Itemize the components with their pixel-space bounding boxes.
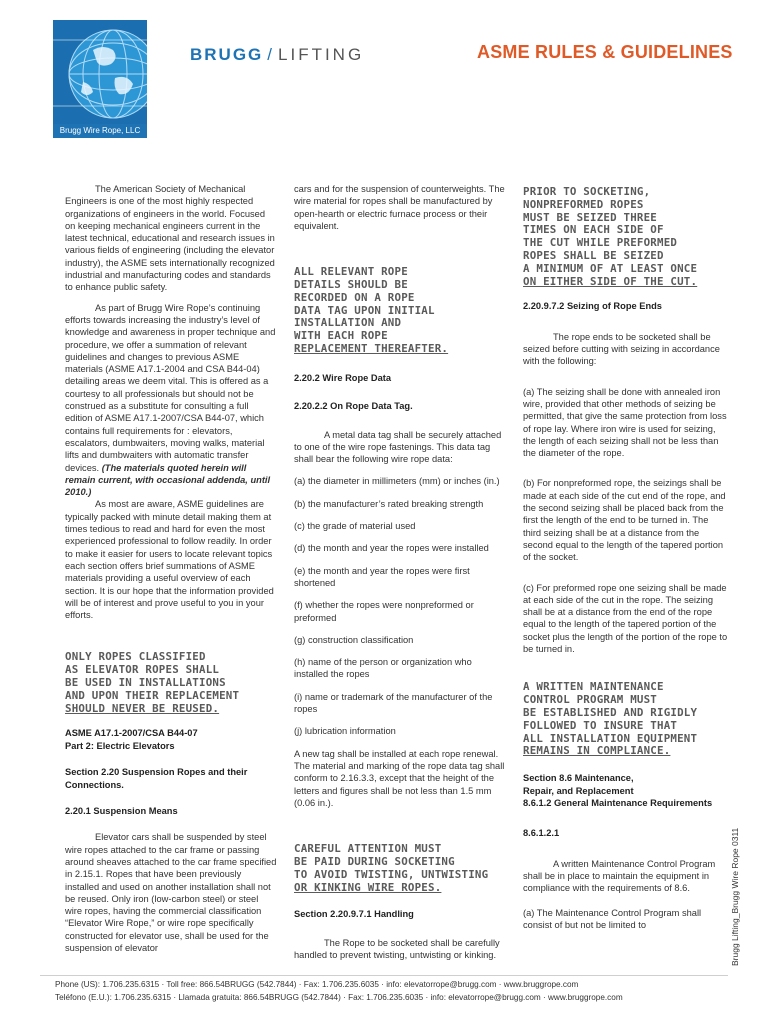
callout-line: TO AVOID TWISTING, UNTWISTING: [294, 867, 489, 881]
callout-line: A MINIMUM OF AT LEAST ONCE: [523, 261, 698, 275]
footer-divider: [40, 975, 728, 976]
callout-line: A WRITTEN MAINTENANCE: [523, 680, 664, 694]
callout-line: ONLY ROPES CLASSIFIED: [65, 650, 206, 664]
callout-rope-data-tag: [294, 266, 506, 356]
callout-line: INSTALLATION AND: [294, 316, 402, 330]
callout-line: CONTROL PROGRAM MUST: [523, 693, 658, 707]
brand-right: LIFTING: [278, 45, 365, 64]
logo-caption: Brugg Wire Rope, LLC: [53, 124, 147, 138]
section-heading-8-6: [523, 772, 728, 809]
seizing-item-c: (c) For preformed rope one seizing shall be made at each side of the cut in the rope. The seizing shall be at a distance from the end of the rope equal to the length of the tapered portion of the socket plus the length of the portion of the rope to be turned in.: [523, 582, 728, 655]
callout-line: SHOULD NEVER BE REUSED.: [65, 701, 220, 715]
new-tag-paragraph: A new tag shall be installed at each rope renewal. The material and marking of the rope data tag shall conform to 2.16.3.3, except that the height of the letters and figures shall be not less than 1.5 mm (0.06 in.).: [294, 748, 505, 808]
globe-icon: [53, 20, 147, 124]
data-tag-paragraph: A metal data tag shall be securely attached to one of the wire rope fastenings. This data tag shall bear the following wire rope data:: [294, 429, 502, 465]
side-note-text: Brugg Lifting_Brugg Wire Rope 0311: [730, 827, 740, 966]
callout-line: TIMES ON EACH SIDE OF: [523, 223, 664, 237]
handling-paragraph: The Rope to be socketed shall be carefully handled to prevent twisting, untwisting or kinking.: [294, 937, 500, 960]
column-3: [523, 186, 728, 939]
brand-slash-divider: /: [267, 45, 275, 64]
overview-paragraph: As most are aware, ASME guidelines are typically packed with minute detail making them at times tedious to read and hard for even the most experienced professional to follow readily. In order to make it easier for users to locate relevant topics each section offers brief summations of ASME materials providing a useful overview of each section. It is our hope that the information provided will be of interest and prove useful to you in your efforts.: [65, 499, 274, 621]
callout-line: BE USED IN INSTALLATIONS: [65, 675, 226, 689]
callout-elevator-ropes: [65, 651, 277, 715]
maintenance-item-a: (a) The Maintenance Control Program shall consist of but not be limited to: [523, 907, 702, 930]
section-8-6-title: Section 8.6 Maintenance,: [523, 773, 634, 784]
column-2: [294, 183, 506, 969]
callout-line: WITH EACH ROPE: [294, 329, 388, 343]
callout-line: AS ELEVATOR ROPES SHALL: [65, 663, 220, 677]
list-item: (i) name or trademark of the manufacturer of the ropes: [294, 691, 493, 715]
callout-line: OR KINKING WIRE ROPES.: [294, 880, 442, 894]
list-item: (h) name of the person or organization who installed the ropes: [294, 657, 472, 680]
section-heading-standard: [65, 727, 277, 752]
suspension-means-paragraph: Elevator cars shall be suspended by steel wire ropes attached to the car frame or passing around sheaves attached to the car frame specified in 2.15.1. Ropes that have been previously installed and used on another installation shall not be reused. Only iron (low-carbon steel) or steel wire ropes, having the commercial classification “Elevator Wire Rope,” or wire rope specifically constructed for elevator use, shall be used for the suspension of elevator: [65, 832, 277, 954]
list-item: (j) lubrication information: [294, 726, 396, 737]
callout-line: ON EITHER SIDE OF THE CUT.: [523, 274, 698, 288]
section-heading-2-20-2: 2.20.2 Wire Rope Data: [294, 372, 392, 383]
callout-line: REMAINS IN COMPLIANCE.: [523, 744, 671, 758]
callout-line: DETAILS SHOULD BE: [294, 277, 408, 291]
intro-paragraph: The American Society of Mechanical Engineers is one of the most highly respected organizations of engineers in the world. Focused on keeping mechanical engineers current in the latest technical, educational and research issues in various fields of engineering (including the elevator industry), the ASME sets internationally recognized industrial and manufacturing codes and standards to enhance public safety.: [65, 184, 275, 293]
standard-part: Part 2: Electric Elevators: [65, 740, 175, 751]
courtesy-text: As part of Brugg Wire Rope’s continuing efforts towards increasing the industry’s level of knowledge and awareness in proper technique and procedure, we offer a summation of relevant guidelines and changes to previous ASME materials (ASME A17.1-2004 and CSA B44-04) detailing areas we deem vital. This is offered as a courtesy to all professionals but should not be construed as a substitute for consulting a full edition of ASME A17.1-2007/CSA B44-07, which contains full requirements for : elevators, escalators, dumbwaiters, moving walks, material lifts and dumbwaiters with automatic transfer devices.: [65, 302, 276, 473]
callout-line: RECORDED ON A ROPE: [294, 290, 415, 304]
list-item: (c) the grade of material used: [294, 521, 416, 532]
callout-line: PRIOR TO SOCKETING,: [523, 185, 651, 198]
maintenance-program-paragraph: A written Maintenance Control Program shall be in place to maintain the equipment in compliance with the requirements of 8.6.: [523, 858, 716, 894]
currency-note: (The materials quoted herein will remain current, with occasional addenda, until 2010.): [65, 462, 271, 498]
section-heading-2-20-2-2: 2.20.2.2 On Rope Data Tag.: [294, 401, 413, 412]
section-heading-2-20-9-7-1: Section 2.20.9.7.1 Handling: [294, 909, 414, 920]
callout-line: DATA TAG UPON INITIAL: [294, 303, 435, 317]
list-item: (g) construction classification: [294, 634, 414, 645]
page-title: ASME RULES & GUIDELINES: [477, 42, 733, 62]
callout-line: ALL RELEVANT ROPE: [294, 265, 408, 279]
column-1: [65, 183, 277, 962]
callout-maintenance-program: [523, 681, 728, 758]
footer-contact-spanish: Teléfono (E.U.): 1.706.235.6315 · Llamada gratuita: 866.54BRUGG (542.7844) · Fax: 1.706.235.6035 · info: elevatorrope@brugg.com · www.bruggrope.com: [55, 993, 623, 1002]
list-item: (e) the month and year the ropes were first shortened: [294, 565, 470, 588]
section-heading-2-20-1: 2.20.1 Suspension Means: [65, 806, 178, 816]
section-8-6-1-2-title: 8.6.1.2 General Maintenance Requirements: [523, 797, 713, 808]
brand-wordmark: [190, 45, 364, 65]
list-item: (f) whether the ropes were nonpreformed or preformed: [294, 600, 474, 623]
brand-left: BRUGG: [190, 45, 264, 64]
list-item: (b) the manufacturer’s rated breaking strength: [294, 498, 484, 509]
callout-line: CAREFUL ATTENTION MUST: [294, 842, 442, 856]
callout-line: THE CUT WHILE PREFORMED: [523, 236, 678, 250]
seizing-item-a: (a) The seizing shall be done with annealed iron wire, provided that other methods of seizing be permitted, that give the same protection from loss of rope lay. Where iron wire is used for seizing, the length of each seizing shall not be less than the diameter of the rope.: [523, 386, 727, 459]
side-note: [730, 826, 744, 966]
callout-line: FOLLOWED TO INSURE THAT: [523, 718, 678, 732]
courtesy-paragraph: [65, 302, 277, 499]
section-heading-2-20-9-7-2: 2.20.9.7.2 Seizing of Rope Ends: [523, 301, 662, 312]
standard-title: ASME A17.1-2007/CSA B44-07: [65, 728, 198, 739]
callout-line: AND UPON THEIR REPLACEMENT: [65, 688, 240, 702]
callout-socketing-attention: [294, 843, 506, 894]
company-logo: [53, 20, 147, 138]
callout-line: MUST BE SEIZED THREE: [523, 210, 658, 224]
section-heading-2-20: Section 2.20 Suspension Ropes and their Connections.: [65, 767, 248, 790]
callout-line: ROPES SHALL BE SEIZED: [523, 248, 664, 262]
callout-line: REPLACEMENT THEREAFTER.: [294, 341, 449, 355]
seizing-item-b: (b) For nonpreformed rope, the seizings shall be made at each side of the cut end of the rope, and the second seizing shall be placed back from the first the length of the end to be turned in. The third seizing shall be at a distance from the second equal to the length of the tapered portion of the socket.: [523, 478, 726, 563]
wire-material-paragraph: cars and for the suspension of counterweights. The wire material for ropes shall be manufactured by open-hearth or electric furnace process or their equivalent.: [294, 184, 505, 231]
callout-seizing: [523, 186, 728, 288]
callout-line: ALL INSTALLATION EQUIPMENT: [523, 731, 698, 745]
seizing-intro-paragraph: The rope ends to be socketed shall be seized before cutting with seizing in accordance with the following:: [523, 331, 720, 367]
data-tag-list: [294, 475, 506, 737]
section-8-6-subtitle: Repair, and Replacement: [523, 785, 634, 796]
callout-line: NONPREFORMED ROPES: [523, 197, 644, 211]
callout-line: BE PAID DURING SOCKETING: [294, 854, 455, 868]
list-item: (d) the month and year the ropes were installed: [294, 543, 489, 554]
list-item: (a) the diameter in millimeters (mm) or inches (in.): [294, 476, 500, 487]
callout-line: BE ESTABLISHED AND RIGIDLY: [523, 705, 698, 719]
footer-contact-english: Phone (US): 1.706.235.6315 · Toll free: 866.54BRUGG (542.7844) · Fax: 1.706.235.6035 · info: elevatorrope@brugg.com · www.bruggrope.com: [55, 980, 579, 989]
section-heading-8-6-1-2-1: 8.6.1.2.1: [523, 828, 560, 839]
